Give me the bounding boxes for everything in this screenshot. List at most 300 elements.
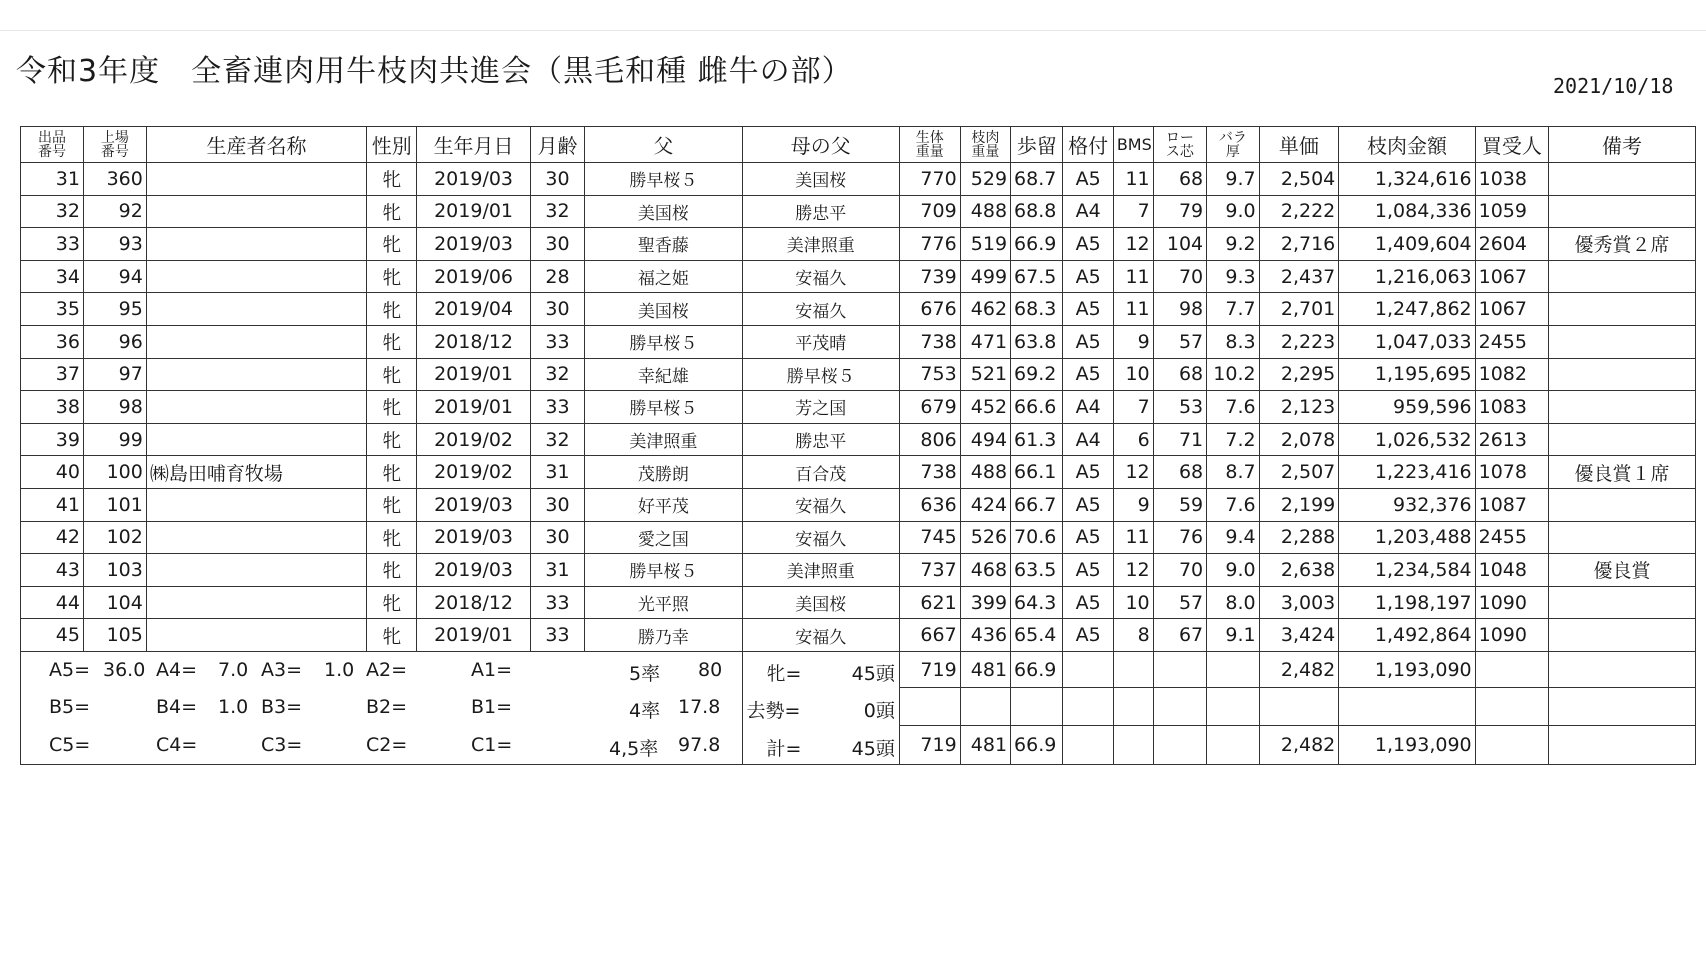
- cell-remarks: [1549, 423, 1696, 456]
- cell-birth: 2018/12: [417, 325, 530, 358]
- cell-birth: 2019/02: [417, 423, 530, 456]
- cell-carcass-weight: 436: [960, 619, 1010, 652]
- cell-live-weight: 770: [899, 163, 960, 196]
- cell-bms: 8: [1113, 619, 1153, 652]
- cell-carcass-price: 1,047,033: [1339, 325, 1475, 358]
- summary-empty: [1549, 688, 1696, 726]
- cell-rib-thickness: 7.7: [1207, 293, 1259, 326]
- cell-sex: 牝: [367, 228, 417, 261]
- summary: [21, 651, 1696, 764]
- summary-empty: [1153, 688, 1206, 726]
- summary-empty: [1113, 688, 1153, 726]
- cell-buyer: 1090: [1475, 586, 1548, 619]
- cell-live-weight: 738: [899, 456, 960, 489]
- cell-birth: 2019/03: [417, 228, 530, 261]
- cell-live-weight: 745: [899, 521, 960, 554]
- cell-dam-sire: 安福久: [742, 488, 899, 521]
- cell-sire: 美津照重: [585, 423, 742, 456]
- page-title: 令和3年度 全畜連肉用牛枝肉共進会（黒毛和種 雌牛の部）: [16, 54, 853, 89]
- cell-remarks: [1549, 488, 1696, 521]
- cell-yield: 68.3: [1011, 293, 1063, 326]
- cell-grade: A5: [1063, 488, 1113, 521]
- header-sire: 父: [585, 127, 742, 163]
- cell-buyer: 2455: [1475, 325, 1548, 358]
- cell-rib-thickness: 8.7: [1207, 456, 1259, 489]
- cell-dam-sire: 芳之国: [742, 391, 899, 424]
- cell-lot-no: 31: [21, 163, 84, 196]
- avg-live-weight: 719: [899, 651, 960, 688]
- cell-buyer: 2613: [1475, 423, 1548, 456]
- cell-grade: A5: [1063, 521, 1113, 554]
- cell-carcass-weight: 488: [960, 456, 1010, 489]
- summary-empty: [1153, 726, 1206, 765]
- cell-age: 30: [530, 488, 585, 521]
- results-table: [20, 126, 1696, 765]
- cell-producer: [146, 488, 366, 521]
- cell-rib-thickness: 9.0: [1207, 554, 1259, 587]
- total-yield: 66.9: [1011, 726, 1063, 765]
- cell-sex: 牝: [367, 195, 417, 228]
- total-unit-price: 2,482: [1259, 726, 1339, 765]
- cell-sex: 牝: [367, 260, 417, 293]
- total-carcass-price: 1,193,090: [1339, 726, 1475, 765]
- cell-grade: A5: [1063, 586, 1113, 619]
- cell-rib-thickness: 9.1: [1207, 619, 1259, 652]
- cell-lot-no: 42: [21, 521, 84, 554]
- avg-yield: 66.9: [1011, 651, 1063, 688]
- summary-row-a: [21, 651, 1696, 688]
- cell-birth: 2018/12: [417, 586, 530, 619]
- header-producer: 生産者名称: [146, 127, 366, 163]
- cell-sex: 牝: [367, 423, 417, 456]
- cell-age: 32: [530, 423, 585, 456]
- cell-carcass-weight: 488: [960, 195, 1010, 228]
- cell-dam-sire: 美津照重: [742, 554, 899, 587]
- cell-unit-price: 2,288: [1259, 521, 1339, 554]
- cell-grade: A4: [1063, 423, 1113, 456]
- castrated-total-cell: [742, 688, 899, 726]
- cell-bms: 12: [1113, 554, 1153, 587]
- cell-age: 30: [530, 163, 585, 196]
- c5-label: C5=: [49, 733, 91, 756]
- cell-producer: [146, 163, 366, 196]
- cell-bms: 10: [1113, 358, 1153, 391]
- grade-c-summary: [21, 726, 743, 765]
- cell-age: 32: [530, 358, 585, 391]
- cell-birth: 2019/04: [417, 293, 530, 326]
- header-birth: 生年月日: [417, 127, 530, 163]
- c2-label: C2=: [366, 733, 408, 756]
- cell-carcass-price: 1,492,864: [1339, 619, 1475, 652]
- cell-live-weight: 738: [899, 325, 960, 358]
- cell-age: 33: [530, 619, 585, 652]
- cell-lot-no: 33: [21, 228, 84, 261]
- cell-producer: [146, 391, 366, 424]
- cell-bms: 7: [1113, 391, 1153, 424]
- summary-empty: [1113, 726, 1153, 765]
- cell-live-weight: 753: [899, 358, 960, 391]
- header-remarks: 備考: [1549, 127, 1696, 163]
- cell-producer: [146, 358, 366, 391]
- cell-entry-no: 99: [83, 423, 146, 456]
- cell-bms: 12: [1113, 228, 1153, 261]
- cell-bms: 12: [1113, 456, 1153, 489]
- cell-rib-thickness: 8.0: [1207, 586, 1259, 619]
- summary-row-b: [21, 688, 1696, 726]
- cell-unit-price: 2,223: [1259, 325, 1339, 358]
- cell-carcass-price: 932,376: [1339, 488, 1475, 521]
- cell-birth: 2019/02: [417, 456, 530, 489]
- cell-age: 31: [530, 554, 585, 587]
- cell-birth: 2019/06: [417, 260, 530, 293]
- cell-bms: 6: [1113, 423, 1153, 456]
- cell-sex: 牝: [367, 358, 417, 391]
- cell-rib-eye: 59: [1153, 488, 1206, 521]
- b2-label: B2=: [366, 695, 408, 718]
- cell-carcass-price: 1,084,336: [1339, 195, 1475, 228]
- rate5-value: 80: [698, 658, 723, 681]
- header-carcass-price: 枝肉金額: [1339, 127, 1475, 163]
- summary-empty: [1475, 651, 1548, 688]
- cell-lot-no: 37: [21, 358, 84, 391]
- cell-producer: [146, 325, 366, 358]
- cell-grade: A5: [1063, 228, 1113, 261]
- cell-rib-eye: 68: [1153, 358, 1206, 391]
- cell-carcass-weight: 424: [960, 488, 1010, 521]
- cell-rib-thickness: 7.6: [1207, 488, 1259, 521]
- cell-remarks: [1549, 619, 1696, 652]
- cell-carcass-weight: 519: [960, 228, 1010, 261]
- header-unit-price: 単価: [1259, 127, 1339, 163]
- cell-lot-no: 35: [21, 293, 84, 326]
- cell-entry-no: 102: [83, 521, 146, 554]
- cell-birth: 2019/03: [417, 488, 530, 521]
- header-lot-no: 出品 番号: [21, 127, 84, 163]
- summary-empty: [1549, 651, 1696, 688]
- cell-lot-no: 41: [21, 488, 84, 521]
- table-row: [21, 619, 1696, 652]
- cell-dam-sire: 美国桜: [742, 586, 899, 619]
- cell-lot-no: 38: [21, 391, 84, 424]
- cell-yield: 61.3: [1011, 423, 1063, 456]
- cell-carcass-price: 959,596: [1339, 391, 1475, 424]
- cell-dam-sire: 勝忠平: [742, 423, 899, 456]
- rate45-label: 4,5率: [609, 737, 659, 760]
- summary-row-c: [21, 726, 1696, 765]
- cell-entry-no: 103: [83, 554, 146, 587]
- cell-producer: [146, 619, 366, 652]
- cell-entry-no: 94: [83, 260, 146, 293]
- cell-bms: 9: [1113, 325, 1153, 358]
- cell-carcass-price: 1,247,862: [1339, 293, 1475, 326]
- cell-live-weight: 676: [899, 293, 960, 326]
- cell-dam-sire: 美国桜: [742, 163, 899, 196]
- total-carcass-weight: 481: [960, 726, 1010, 765]
- cell-lot-no: 34: [21, 260, 84, 293]
- cell-age: 33: [530, 586, 585, 619]
- table-body: [21, 163, 1696, 652]
- cell-carcass-price: 1,195,695: [1339, 358, 1475, 391]
- cell-buyer: 1059: [1475, 195, 1548, 228]
- cell-live-weight: 679: [899, 391, 960, 424]
- cell-carcass-price: 1,223,416: [1339, 456, 1475, 489]
- cell-yield: 70.6: [1011, 521, 1063, 554]
- cell-sex: 牝: [367, 325, 417, 358]
- avg-carcass-weight: 481: [960, 651, 1010, 688]
- cell-grade: A5: [1063, 325, 1113, 358]
- total-value: 45頭: [851, 737, 895, 760]
- summary-empty: [1063, 651, 1113, 688]
- cell-remarks: [1549, 358, 1696, 391]
- rate5-label: 5率: [629, 662, 661, 685]
- header-rib-eye: ロー ス芯: [1153, 127, 1206, 163]
- cell-carcass-price: 1,203,488: [1339, 521, 1475, 554]
- cell-sex: 牝: [367, 488, 417, 521]
- cell-producer: ㈱島田哺育牧場: [146, 456, 366, 489]
- cell-lot-no: 39: [21, 423, 84, 456]
- cell-yield: 67.5: [1011, 260, 1063, 293]
- cell-grade: A5: [1063, 293, 1113, 326]
- cell-rib-thickness: 9.4: [1207, 521, 1259, 554]
- cell-yield: 64.3: [1011, 586, 1063, 619]
- cell-dam-sire: 勝早桜５: [742, 358, 899, 391]
- cell-live-weight: 737: [899, 554, 960, 587]
- cell-carcass-weight: 494: [960, 423, 1010, 456]
- cell-entry-no: 105: [83, 619, 146, 652]
- cell-buyer: 1067: [1475, 260, 1548, 293]
- cell-producer: [146, 554, 366, 587]
- cell-producer: [146, 228, 366, 261]
- cell-carcass-weight: 521: [960, 358, 1010, 391]
- cell-sex: 牝: [367, 619, 417, 652]
- table-row: [21, 586, 1696, 619]
- cell-rib-eye: 70: [1153, 554, 1206, 587]
- cell-bms: 7: [1113, 195, 1153, 228]
- cell-buyer: 1087: [1475, 488, 1548, 521]
- cell-entry-no: 95: [83, 293, 146, 326]
- cell-unit-price: 2,199: [1259, 488, 1339, 521]
- table-row: [21, 358, 1696, 391]
- cell-birth: 2019/03: [417, 521, 530, 554]
- a2-label: A2=: [366, 658, 408, 681]
- cell-sex: 牝: [367, 554, 417, 587]
- cell-buyer: 1067: [1475, 293, 1548, 326]
- cell-remarks: 優良賞: [1549, 554, 1696, 587]
- grade-a-summary: [21, 651, 743, 688]
- summary-empty: [899, 688, 960, 726]
- castrated-label: 去勢=: [746, 699, 801, 722]
- cell-unit-price: 2,295: [1259, 358, 1339, 391]
- cell-buyer: 1082: [1475, 358, 1548, 391]
- cell-sire: 勝早桜５: [585, 325, 742, 358]
- table-row: [21, 228, 1696, 261]
- b3-label: B3=: [261, 695, 303, 718]
- cell-rib-eye: 53: [1153, 391, 1206, 424]
- cell-remarks: [1549, 325, 1696, 358]
- cell-sire: 光平照: [585, 586, 742, 619]
- cell-dam-sire: 安福久: [742, 619, 899, 652]
- cell-age: 33: [530, 325, 585, 358]
- cell-unit-price: 3,003: [1259, 586, 1339, 619]
- cell-yield: 65.4: [1011, 619, 1063, 652]
- cell-rib-thickness: 9.0: [1207, 195, 1259, 228]
- summary-empty: [1011, 688, 1063, 726]
- cell-producer: [146, 260, 366, 293]
- cell-remarks: [1549, 293, 1696, 326]
- cell-sire: 勝早桜５: [585, 391, 742, 424]
- cell-remarks: [1549, 521, 1696, 554]
- cell-birth: 2019/01: [417, 391, 530, 424]
- cell-rib-eye: 70: [1153, 260, 1206, 293]
- summary-empty: [1207, 651, 1259, 688]
- cell-sex: 牝: [367, 456, 417, 489]
- header-row: [21, 127, 1696, 163]
- cell-unit-price: 3,424: [1259, 619, 1339, 652]
- cell-carcass-weight: 471: [960, 325, 1010, 358]
- table-row: [21, 488, 1696, 521]
- header-rib-thickness: バラ 厚: [1207, 127, 1259, 163]
- report-date: 2021/10/18: [1553, 74, 1674, 98]
- cell-yield: 63.8: [1011, 325, 1063, 358]
- cell-entry-no: 96: [83, 325, 146, 358]
- cell-entry-no: 98: [83, 391, 146, 424]
- cell-rib-thickness: 8.3: [1207, 325, 1259, 358]
- cell-carcass-weight: 468: [960, 554, 1010, 587]
- cell-age: 28: [530, 260, 585, 293]
- cell-carcass-price: 1,198,197: [1339, 586, 1475, 619]
- cell-sire: 聖香藤: [585, 228, 742, 261]
- cell-live-weight: 636: [899, 488, 960, 521]
- c4-label: C4=: [156, 733, 198, 756]
- cell-sire: 勝乃幸: [585, 619, 742, 652]
- cell-live-weight: 621: [899, 586, 960, 619]
- b4-value: 1.0: [218, 695, 249, 718]
- cell-grade: A5: [1063, 358, 1113, 391]
- rate4-label: 4率: [629, 699, 661, 722]
- cell-lot-no: 36: [21, 325, 84, 358]
- cell-carcass-weight: 462: [960, 293, 1010, 326]
- cell-rib-eye: 57: [1153, 586, 1206, 619]
- cell-bms: 11: [1113, 163, 1153, 196]
- cell-unit-price: 2,716: [1259, 228, 1339, 261]
- summary-empty: [1113, 651, 1153, 688]
- avg-unit-price: 2,482: [1259, 651, 1339, 688]
- cell-yield: 63.5: [1011, 554, 1063, 587]
- cell-rib-eye: 71: [1153, 423, 1206, 456]
- cell-producer: [146, 521, 366, 554]
- header-buyer: 買受人: [1475, 127, 1548, 163]
- cell-lot-no: 43: [21, 554, 84, 587]
- cell-bms: 11: [1113, 260, 1153, 293]
- a4-label: A4=: [156, 658, 198, 681]
- summary-empty: [1549, 726, 1696, 765]
- table-row: [21, 423, 1696, 456]
- cell-sire: 幸紀雄: [585, 358, 742, 391]
- cell-unit-price: 2,437: [1259, 260, 1339, 293]
- cell-yield: 66.7: [1011, 488, 1063, 521]
- header-bms: BMS: [1113, 127, 1153, 163]
- cell-carcass-price: 1,234,584: [1339, 554, 1475, 587]
- cell-unit-price: 2,078: [1259, 423, 1339, 456]
- cell-dam-sire: 勝忠平: [742, 195, 899, 228]
- a5-value: 36.0: [103, 658, 146, 681]
- cell-sex: 牝: [367, 586, 417, 619]
- cell-dam-sire: 安福久: [742, 260, 899, 293]
- table-row: [21, 293, 1696, 326]
- cell-live-weight: 739: [899, 260, 960, 293]
- cell-rib-eye: 68: [1153, 163, 1206, 196]
- cell-carcass-price: 1,026,532: [1339, 423, 1475, 456]
- cell-live-weight: 776: [899, 228, 960, 261]
- cell-entry-no: 93: [83, 228, 146, 261]
- header-age: 月齢: [530, 127, 585, 163]
- cell-carcass-weight: 499: [960, 260, 1010, 293]
- table-row: [21, 325, 1696, 358]
- header-dam-sire: 母の父: [742, 127, 899, 163]
- grade-b-summary: [21, 688, 743, 726]
- cell-unit-price: 2,222: [1259, 195, 1339, 228]
- cell-buyer: 2604: [1475, 228, 1548, 261]
- total-live-weight: 719: [899, 726, 960, 765]
- cell-rib-eye: 104: [1153, 228, 1206, 261]
- summary-empty: [1339, 688, 1475, 726]
- c1-label: C1=: [471, 733, 513, 756]
- cell-sire: 茂勝朗: [585, 456, 742, 489]
- header-live-weight: 生体 重量: [899, 127, 960, 163]
- table-row: [21, 163, 1696, 196]
- cell-lot-no: 32: [21, 195, 84, 228]
- castrated-value: 0頭: [863, 699, 895, 722]
- cell-grade: A4: [1063, 195, 1113, 228]
- summary-empty: [1475, 726, 1548, 765]
- header-grade: 格付: [1063, 127, 1113, 163]
- cell-grade: A5: [1063, 456, 1113, 489]
- cell-unit-price: 2,123: [1259, 391, 1339, 424]
- a3-label: A3=: [261, 658, 303, 681]
- cell-producer: [146, 293, 366, 326]
- cell-live-weight: 806: [899, 423, 960, 456]
- table-row: [21, 554, 1696, 587]
- cell-buyer: 2455: [1475, 521, 1548, 554]
- cell-buyer: 1048: [1475, 554, 1548, 587]
- header-entry-no: 上場 番号: [83, 127, 146, 163]
- cell-dam-sire: 安福久: [742, 521, 899, 554]
- b5-label: B5=: [49, 695, 91, 718]
- c3-label: C3=: [261, 733, 303, 756]
- cell-birth: 2019/03: [417, 554, 530, 587]
- cell-entry-no: 100: [83, 456, 146, 489]
- cell-age: 31: [530, 456, 585, 489]
- cell-buyer: 1083: [1475, 391, 1548, 424]
- cell-lot-no: 44: [21, 586, 84, 619]
- cell-yield: 66.1: [1011, 456, 1063, 489]
- cell-sex: 牝: [367, 163, 417, 196]
- cell-yield: 68.8: [1011, 195, 1063, 228]
- cell-entry-no: 101: [83, 488, 146, 521]
- b4-label: B4=: [156, 695, 198, 718]
- cell-grade: A5: [1063, 260, 1113, 293]
- cell-remarks: [1549, 391, 1696, 424]
- cell-age: 30: [530, 228, 585, 261]
- cell-carcass-price: 1,409,604: [1339, 228, 1475, 261]
- cell-carcass-weight: 529: [960, 163, 1010, 196]
- cell-sex: 牝: [367, 391, 417, 424]
- cell-sire: 福之姫: [585, 260, 742, 293]
- summary-empty: [1207, 726, 1259, 765]
- a5-label: A5=: [49, 658, 91, 681]
- cell-rib-thickness: 9.3: [1207, 260, 1259, 293]
- cell-age: 33: [530, 391, 585, 424]
